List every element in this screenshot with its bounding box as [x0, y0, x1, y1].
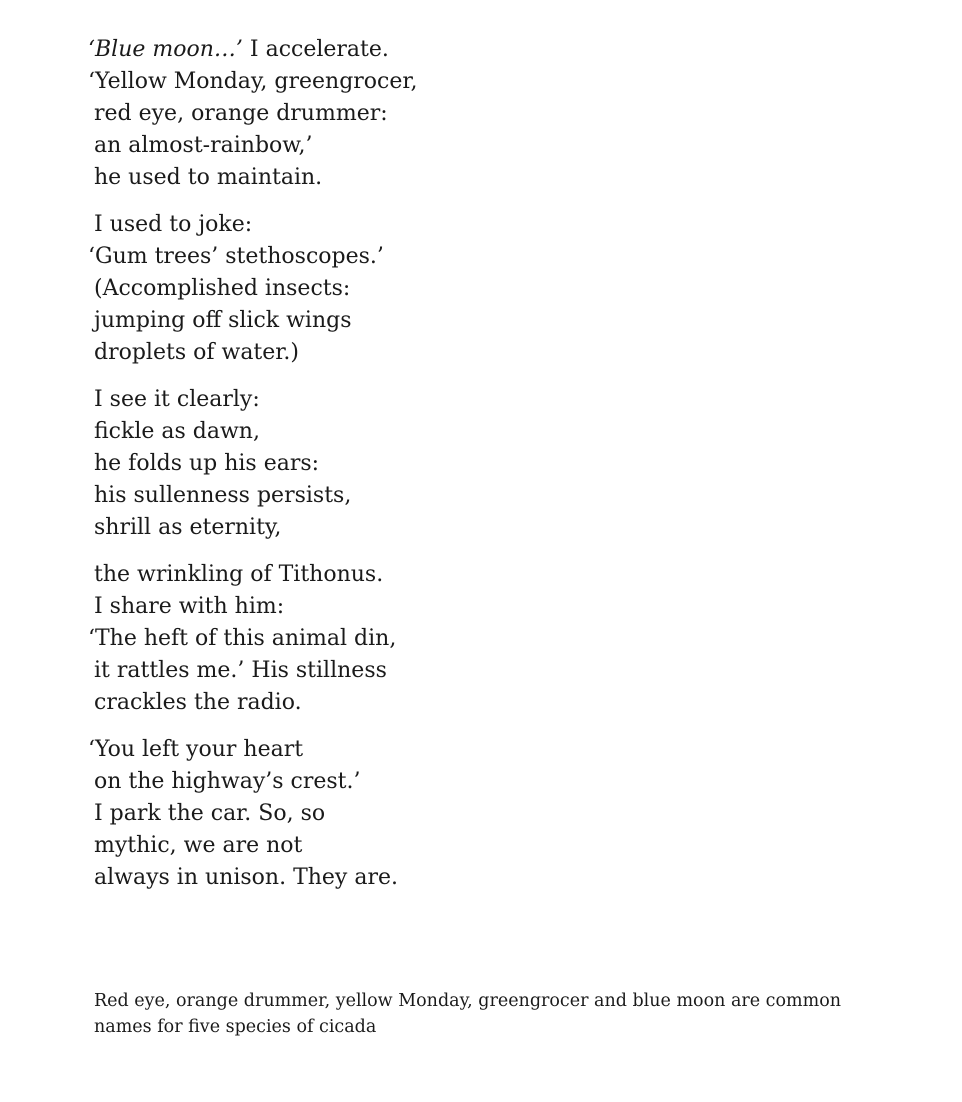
poem-line: I share with him:	[94, 594, 285, 619]
poem-line: the wrinkling of Tithonus.	[94, 562, 384, 587]
poem-line: I used to joke:	[94, 212, 253, 237]
poem-line: ‘You left your heart	[88, 737, 304, 762]
footnote	[94, 988, 894, 1040]
poem-line: jumping off slick wings	[94, 308, 352, 333]
poem-line: his sullenness persists,	[94, 483, 352, 508]
poem-line: shrill as eternity,	[94, 515, 282, 540]
italic-phrase: ‘Blue moon…’	[88, 37, 243, 62]
poem-line: I see it clearly:	[94, 387, 260, 412]
poem-line: ‘Yellow Monday, greengrocer,	[88, 69, 418, 94]
stanza-4	[88, 559, 888, 719]
stanza-3	[88, 384, 888, 544]
line-rest: I accelerate.	[242, 37, 389, 62]
poem-line: ‘The heft of this animal din,	[88, 626, 397, 651]
footnote-line-1: Red eye, orange drummer, yellow Monday, greengrocer and blue moon are common	[94, 991, 842, 1011]
footnote-line-2: names for five species of cicada	[94, 1017, 377, 1037]
poem-line: always in unison. They are.	[94, 865, 399, 890]
stanza-2	[88, 209, 888, 369]
poem-line: it rattles me.’ His stillness	[94, 658, 387, 683]
poem-line: droplets of water.)	[94, 340, 299, 365]
poem-line: on the highway’s crest.’	[94, 769, 361, 794]
poem-line: (Accomplished insects:	[94, 276, 351, 301]
poem-line	[88, 34, 888, 66]
poem-line: I park the car. So, so	[94, 801, 326, 826]
poem-line: ‘Gum trees’ stethoscopes.’	[88, 244, 384, 269]
poem-line: an almost-rainbow,’	[94, 133, 313, 158]
poem-line: mythic, we are not	[94, 833, 303, 858]
poem-line: he folds up his ears:	[94, 451, 320, 476]
poem-line: crackles the radio.	[94, 690, 302, 715]
poem-line: red eye, orange drummer:	[94, 101, 388, 126]
stanza-5	[88, 734, 888, 894]
poem-line: fickle as dawn,	[94, 419, 260, 444]
poem	[88, 34, 888, 909]
poem-line: he used to maintain.	[94, 165, 323, 190]
stanza-1	[88, 34, 888, 194]
